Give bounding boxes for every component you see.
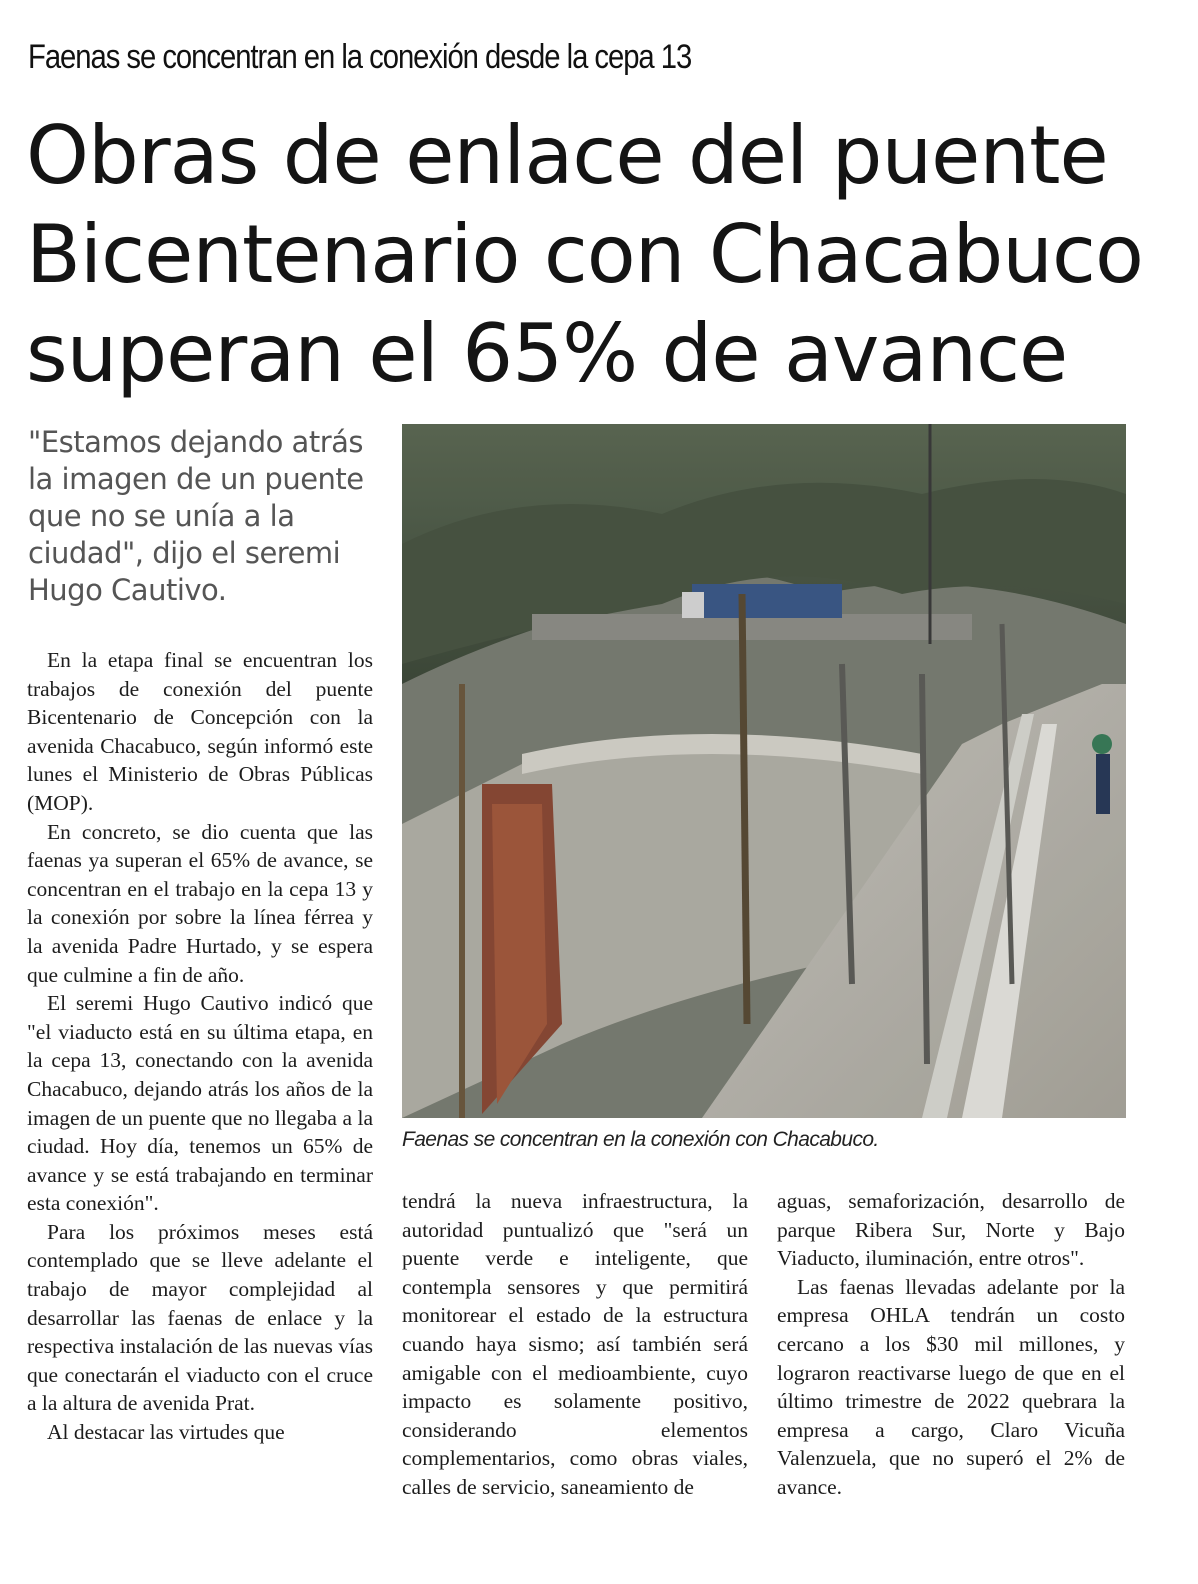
paragraph: aguas, semaforización, desarrollo de parque Ribera Sur, Norte y Bajo Viaducto, iluminación, entre otros". bbox=[777, 1189, 1125, 1271]
article-column-2 bbox=[402, 1187, 748, 1502]
paragraph: En concreto, se dio cuenta que las faenas ya superan el 65% de avance, se concentran en el trabajo en la cepa 13 y la conexión por sobre la línea férrea y la avenida Padre Hurtado, y se espera que culmine a fin de año. bbox=[27, 819, 373, 987]
news-photo bbox=[402, 424, 1126, 1118]
paragraph: Para los próximos meses está contemplado que se lleve adelante el trabajo de mayor complejidad al desarrollar las faenas de enlace y la respectiva instalación de las nuevas vías que conectarán el viaducto con el cruce a la altura de avenida Prat. bbox=[27, 1219, 373, 1416]
paragraph: Al destacar las virtudes que bbox=[47, 1420, 285, 1445]
headline-line-2: Bicentenario con Chacabuco bbox=[26, 208, 1143, 301]
paragraph: En la etapa final se encuentran los trabajos de conexión del puente Bicentenario de Concepción con la avenida Chacabuco, según informó este lunes el Ministerio de Obras Públicas (MOP). bbox=[27, 648, 373, 815]
bridge-construction-photo bbox=[402, 424, 1126, 1118]
headline bbox=[26, 106, 1186, 403]
pull-quote: "Estamos dejando atrás la imagen de un puente que no se unía a la ciudad", dijo el seremi Hugo Cautivo. bbox=[28, 425, 364, 607]
paragraph: El seremi Hugo Cautivo indicó que "el viaducto está en su última etapa, en la cepa 13, conectando con la avenida Chacabuco, dejando atrás los años de la imagen de un puente que no llegaba a la ciudad. Hoy día, tenemos un 65% de avance y se está trabajando en terminar esta conexión". bbox=[27, 991, 373, 1216]
paragraph: tendrá la nueva infraestructura, la autoridad puntualizó que "será un puente verde e inteligente, que contempla sensores y que permitirá monitorear el estado de la estructura cuando haya sismo; así también será amigable con el medioambiente, cuyo impacto es solamente positivo, considerando elementos complementarios, como obras viales, calles de servicio, saneamiento de bbox=[402, 1189, 748, 1499]
paragraph: Las faenas llevadas adelante por la empresa OHLA tendrán un costo cercano a los $30 mil millones, y lograron reactivarse luego de que en el último trimestre de 2022 quebrara la empresa a cargo, Claro Vicuña Valenzuela, que no superó el 2% de avance. bbox=[777, 1274, 1125, 1499]
kicker: Faenas se concentran en la conexión desde la cepa 13 bbox=[28, 38, 692, 76]
headline-line-1: Obras de enlace del puente bbox=[26, 109, 1108, 202]
article-column-1 bbox=[27, 646, 373, 1447]
article-column-3 bbox=[777, 1187, 1125, 1502]
headline-line-3: superan el 65% de avance bbox=[26, 307, 1068, 400]
photo-caption: Faenas se concentran en la conexión con Chacabuco. bbox=[402, 1128, 879, 1151]
